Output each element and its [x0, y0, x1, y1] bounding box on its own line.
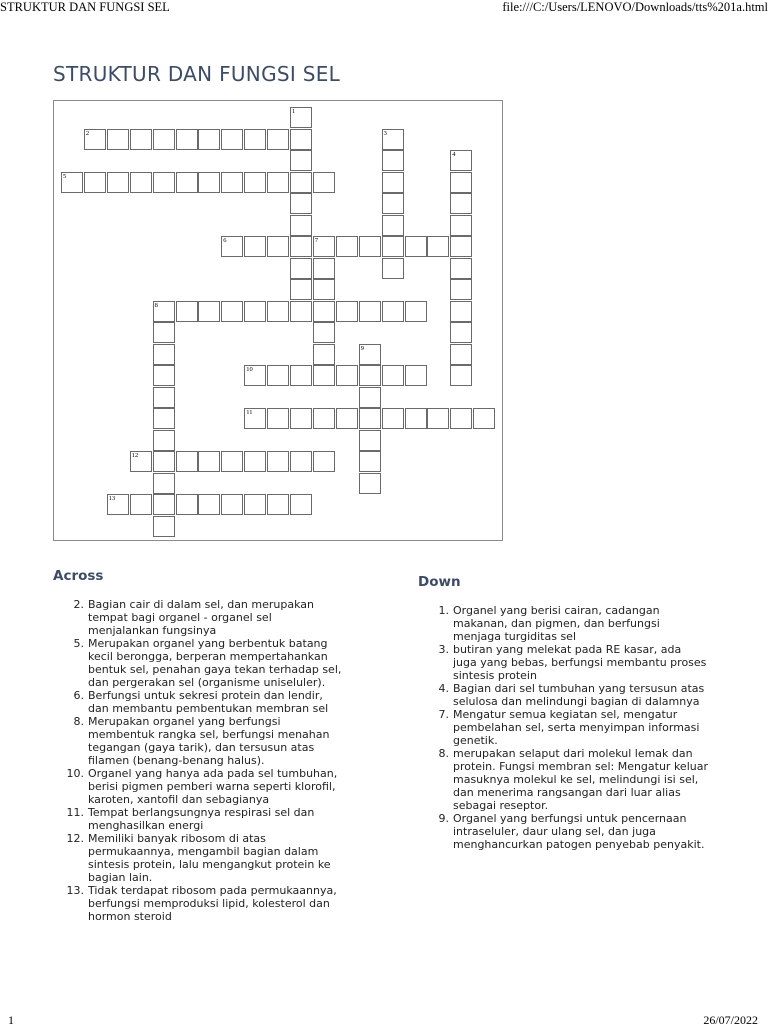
- crossword-cell[interactable]: [450, 365, 472, 386]
- crossword-cell[interactable]: [244, 451, 266, 472]
- crossword-cell[interactable]: [290, 129, 312, 150]
- crossword-cell[interactable]: [107, 172, 129, 193]
- crossword-cell[interactable]: [382, 129, 404, 150]
- clue-text: Merupakan organel yang berfungsi membentuk rangka sel, berfungsi menahan tegangan (gaya tarik), dan tersusun atas filamen (benang-benang halus).: [88, 715, 330, 767]
- crossword-cell[interactable]: [84, 172, 106, 193]
- crossword-grid: [53, 100, 503, 541]
- crossword-cell[interactable]: [359, 387, 381, 408]
- crossword-cell[interactable]: [153, 430, 175, 451]
- crossword-cell[interactable]: [313, 279, 335, 300]
- crossword-cell[interactable]: [290, 279, 312, 300]
- crossword-cell[interactable]: [473, 408, 495, 429]
- crossword-cell[interactable]: [153, 365, 175, 386]
- crossword-cell[interactable]: [244, 301, 266, 322]
- crossword-cell[interactable]: [313, 172, 335, 193]
- crossword-cell[interactable]: [267, 301, 289, 322]
- crossword-cell[interactable]: [153, 344, 175, 365]
- crossword-cell[interactable]: [244, 408, 266, 429]
- clue-text: Memiliki banyak ribosom di atas permukaannya, mengambil bagian dalam sintesis protein, lalu mengangkut protein ke bagian lain.: [88, 832, 331, 884]
- crossword-cell[interactable]: [290, 301, 312, 322]
- crossword-cell[interactable]: [450, 236, 472, 257]
- page-title: STRUKTUR DAN FUNGSI SEL: [53, 62, 341, 86]
- crossword-cell[interactable]: [382, 301, 404, 322]
- crossword-cell[interactable]: [290, 365, 312, 386]
- clue-number: 5.: [73, 637, 84, 650]
- cell-number: 10: [246, 366, 253, 373]
- crossword-cell[interactable]: [450, 215, 472, 236]
- crossword-cell[interactable]: [290, 193, 312, 214]
- cell-number: 1: [292, 108, 296, 115]
- clue-text: Merupakan organel yang berbentuk batang kecil berongga, berperan mempertahankan bentuk sel, penahan gaya tekan terhadap sel, dan pergerakan sel (organisme uniseluler).: [88, 637, 342, 689]
- crossword-cell[interactable]: [450, 322, 472, 343]
- clue-text: Tempat berlangsungnya respirasi sel dan menghasilkan energi: [88, 806, 315, 832]
- clue-number: 7.: [438, 708, 449, 721]
- down-clue-list: [418, 604, 708, 851]
- crossword-cell[interactable]: [359, 408, 381, 429]
- crossword-cell[interactable]: [336, 365, 358, 386]
- crossword-cell[interactable]: [313, 451, 335, 472]
- clue-text: butiran yang melekat pada RE kasar, ada juga yang bebas, berfungsi membantu proses sintesis protein: [453, 643, 707, 682]
- across-clue: [53, 637, 345, 689]
- crossword-cell[interactable]: [382, 172, 404, 193]
- down-heading: Down: [418, 574, 461, 590]
- clue-number: 4.: [438, 682, 449, 695]
- crossword-cell[interactable]: [382, 236, 404, 257]
- print-header-title: STRUKTUR DAN FUNGSI SEL: [0, 0, 170, 14]
- crossword-cell[interactable]: [153, 129, 175, 150]
- crossword-cell[interactable]: [450, 301, 472, 322]
- across-clue: [53, 598, 345, 637]
- down-clue: [418, 643, 708, 682]
- clue-number: 11.: [66, 806, 84, 819]
- crossword-cell[interactable]: [244, 129, 266, 150]
- crossword-cell[interactable]: [130, 451, 152, 472]
- crossword-cell[interactable]: [153, 451, 175, 472]
- clue-text: Organel yang hanya ada pada sel tumbuhan, berisi pigmen pemberi warna seperti klorofil, karoten, xantofil dan sebagianya: [88, 767, 338, 806]
- crossword-cell[interactable]: [450, 193, 472, 214]
- crossword-cell[interactable]: [359, 430, 381, 451]
- crossword-cell[interactable]: [267, 408, 289, 429]
- crossword-cell[interactable]: [290, 172, 312, 193]
- crossword-cell[interactable]: [267, 172, 289, 193]
- crossword-cell[interactable]: [290, 451, 312, 472]
- cell-number: 12: [131, 452, 139, 459]
- crossword-cell[interactable]: [198, 129, 220, 150]
- clue-text: Organel yang berfungsi untuk pencernaan intraseluler, daur ulang sel, dan juga menghancurkan patogen penyebab penyakit.: [453, 812, 705, 851]
- crossword-cell[interactable]: [450, 408, 472, 429]
- clue-text: Mengatur semua kegiatan sel, mengatur pembelahan sel, serta menyimpan informasi genetik.: [453, 708, 700, 747]
- crossword-cell[interactable]: [290, 494, 312, 515]
- crossword-cell[interactable]: [153, 322, 175, 343]
- crossword-cell[interactable]: [450, 172, 472, 193]
- crossword-cell[interactable]: [198, 172, 220, 193]
- crossword-cell[interactable]: [267, 365, 289, 386]
- clue-number: 1.: [438, 604, 449, 617]
- cell-number: 2: [85, 129, 90, 137]
- crossword-cell[interactable]: [221, 494, 243, 515]
- clue-number: 6.: [73, 689, 84, 702]
- clue-number: 10.: [66, 767, 84, 780]
- cell-number: 3: [383, 129, 387, 137]
- crossword-cell[interactable]: [382, 215, 404, 236]
- cell-number: 8: [154, 301, 158, 309]
- crossword-cell[interactable]: [198, 494, 220, 515]
- crossword-cell[interactable]: [450, 258, 472, 279]
- across-clue-list: [53, 598, 345, 923]
- crossword-cell[interactable]: [290, 258, 312, 279]
- crossword-cell[interactable]: [267, 494, 289, 515]
- crossword-cell[interactable]: [198, 451, 220, 472]
- footer-date: 26/07/2022: [703, 1013, 758, 1027]
- crossword-cell[interactable]: [450, 279, 472, 300]
- clue-number: 2.: [73, 598, 84, 611]
- crossword-cell[interactable]: [290, 236, 312, 257]
- clue-number: 12.: [66, 832, 84, 845]
- crossword-cell[interactable]: [405, 236, 427, 257]
- cell-number: 6: [223, 237, 227, 244]
- crossword-cell[interactable]: [450, 150, 472, 171]
- across-clue: [53, 884, 345, 923]
- crossword-cell[interactable]: [176, 129, 198, 150]
- cell-number: 13: [108, 495, 116, 502]
- crossword-cell[interactable]: [244, 365, 266, 386]
- crossword-cell[interactable]: [382, 408, 404, 429]
- across-clue: [53, 689, 345, 715]
- crossword-cell[interactable]: [221, 301, 243, 322]
- crossword-cell[interactable]: [313, 365, 335, 386]
- crossword-cell[interactable]: [153, 172, 175, 193]
- crossword-cell[interactable]: [450, 344, 472, 365]
- crossword-cell[interactable]: [405, 408, 427, 429]
- clue-number: 8.: [438, 747, 449, 760]
- down-clue: [418, 747, 708, 812]
- crossword-cell[interactable]: [313, 236, 335, 257]
- crossword-cell[interactable]: [382, 258, 404, 279]
- crossword-cell[interactable]: [267, 236, 289, 257]
- across-clue: [53, 715, 345, 767]
- crossword-cell[interactable]: [359, 473, 381, 494]
- crossword-cell[interactable]: [107, 494, 129, 515]
- footer-page-number: 1: [8, 1013, 14, 1027]
- clue-number: 9.: [438, 812, 449, 825]
- clue-text: Organel yang berisi cairan, cadangan makanan, dan pigmen, dan berfungsi menjaga turgiditas sel: [453, 604, 660, 643]
- crossword-cell[interactable]: [313, 408, 335, 429]
- crossword-cell[interactable]: [153, 494, 175, 515]
- crossword-cell[interactable]: [221, 172, 243, 193]
- clue-text: Tidak terdapat ribosom pada permukaannya, berfungsi memproduksi lipid, kolesterol dan hormon steroid: [88, 884, 337, 923]
- crossword-cell[interactable]: [176, 172, 198, 193]
- crossword-cell[interactable]: [336, 236, 358, 257]
- crossword-cell[interactable]: [244, 172, 266, 193]
- crossword-cell[interactable]: [382, 365, 404, 386]
- crossword-cell[interactable]: [176, 451, 198, 472]
- crossword-cell[interactable]: [427, 236, 449, 257]
- crossword-cell[interactable]: [359, 365, 381, 386]
- crossword-cell[interactable]: [405, 365, 427, 386]
- crossword-cell[interactable]: [221, 236, 243, 257]
- clue-text: merupakan selaput dari molekul lemak dan protein. Fungsi membran sel: Mengatur keluar masuknya molekul ke sel, melindungi isi sel, dan menerima rangsangan dari luar alias sebagai reseptor.: [453, 747, 708, 812]
- crossword-cell[interactable]: [176, 494, 198, 515]
- crossword-cell[interactable]: [153, 408, 175, 429]
- crossword-cell[interactable]: [84, 129, 106, 150]
- crossword-cell[interactable]: [244, 494, 266, 515]
- crossword-cell[interactable]: [336, 408, 358, 429]
- crossword-cell[interactable]: [198, 301, 220, 322]
- crossword-cell[interactable]: [244, 236, 266, 257]
- clue-text: Bagian cair di dalam sel, dan merupakan tempat bagi organel - organel sel menjalankan fungsinya: [88, 598, 314, 637]
- crossword-cell[interactable]: [405, 301, 427, 322]
- cell-number: 5: [63, 172, 67, 180]
- crossword-cell[interactable]: [176, 301, 198, 322]
- clue-text: Bagian dari sel tumbuhan yang tersusun atas selulosa dan melindungi bagian di dalamnya: [453, 682, 705, 708]
- down-clue: [418, 812, 708, 851]
- crossword-cell[interactable]: [290, 215, 312, 236]
- crossword-cell[interactable]: [153, 473, 175, 494]
- crossword-cell[interactable]: [359, 236, 381, 257]
- crossword-cell[interactable]: [153, 516, 175, 537]
- crossword-cell[interactable]: [221, 129, 243, 150]
- crossword-cell[interactable]: [290, 150, 312, 171]
- crossword-cell[interactable]: [359, 344, 381, 365]
- across-clue: [53, 832, 345, 884]
- across-clue: [53, 806, 345, 832]
- crossword-cell[interactable]: [382, 193, 404, 214]
- crossword-cell[interactable]: [130, 172, 152, 193]
- crossword-cell[interactable]: [290, 408, 312, 429]
- crossword-cell[interactable]: [336, 301, 358, 322]
- crossword-cell[interactable]: [427, 408, 449, 429]
- down-clue: [418, 604, 708, 643]
- crossword-cell[interactable]: [359, 301, 381, 322]
- cell-number: 7: [314, 237, 319, 244]
- crossword-cell[interactable]: [267, 451, 289, 472]
- down-clue: [418, 708, 708, 747]
- crossword-cell[interactable]: [130, 129, 152, 150]
- crossword-cell[interactable]: [221, 451, 243, 472]
- crossword-cell[interactable]: [313, 344, 335, 365]
- down-clue: [418, 682, 708, 708]
- crossword-cell[interactable]: [382, 150, 404, 171]
- crossword-cell[interactable]: [359, 451, 381, 472]
- crossword-cell[interactable]: [153, 387, 175, 408]
- crossword-cell[interactable]: [130, 494, 152, 515]
- cell-number: 9: [360, 344, 364, 352]
- clue-number: 13.: [66, 884, 84, 897]
- cell-number: 4: [452, 151, 456, 158]
- crossword-cell[interactable]: [267, 129, 289, 150]
- crossword-cell[interactable]: [107, 129, 129, 150]
- clue-text: Berfungsi untuk sekresi protein dan lendir, dan membantu pembentukan membran sel: [88, 689, 329, 715]
- crossword-cell[interactable]: [61, 172, 83, 193]
- clue-number: 8.: [73, 715, 84, 728]
- across-clue: [53, 767, 345, 806]
- clue-number: 3.: [438, 643, 449, 656]
- crossword-cell[interactable]: [290, 107, 312, 128]
- crossword-cell[interactable]: [313, 301, 335, 322]
- crossword-cell[interactable]: [313, 258, 335, 279]
- cell-number: 11: [246, 409, 253, 416]
- across-heading: Across: [53, 568, 104, 584]
- crossword-cell[interactable]: [313, 322, 335, 343]
- crossword-cell[interactable]: [153, 301, 175, 322]
- print-header-url: file:///C:/Users/LENOVO/Downloads/tts%201a.html: [502, 0, 768, 14]
